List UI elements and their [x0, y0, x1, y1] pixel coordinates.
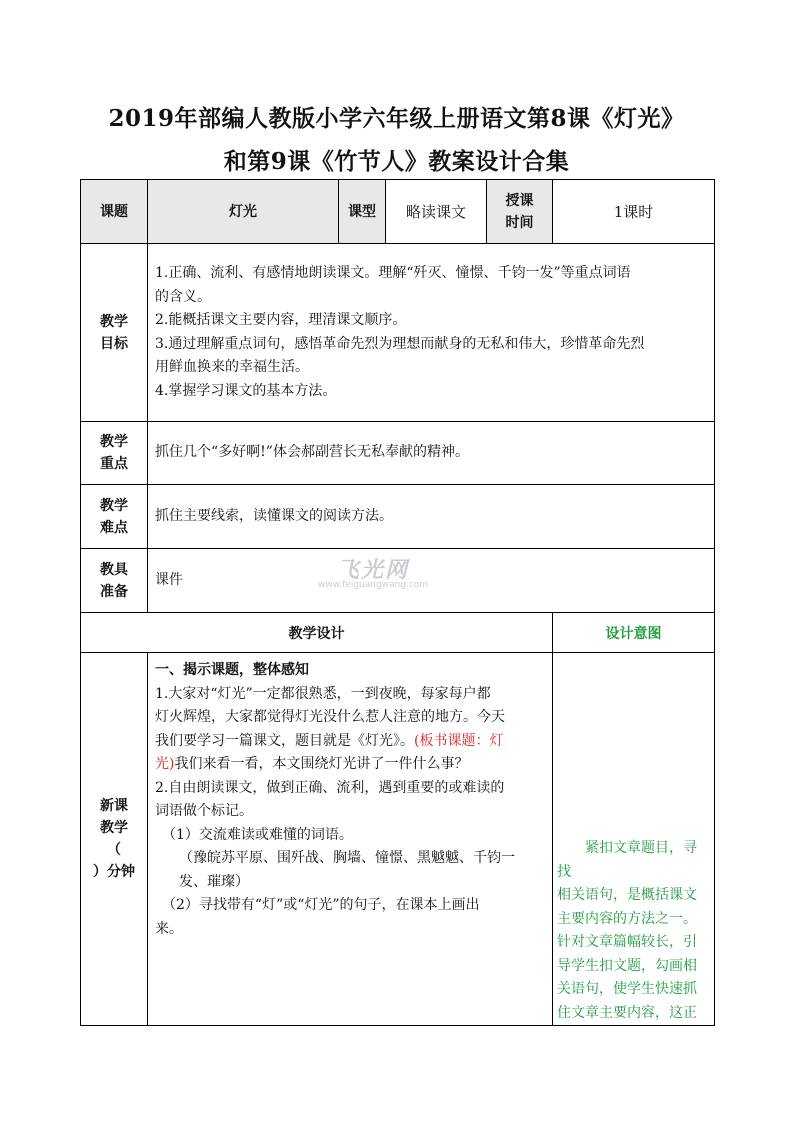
- header-row: [81, 180, 715, 244]
- watermark-text: 飞光网: [337, 557, 410, 583]
- difficulty-content: [148, 485, 715, 549]
- watermark-url: www.feiguangwang.com: [318, 580, 429, 590]
- materials-content: [148, 549, 715, 613]
- keypoint-row: [81, 422, 715, 485]
- topic-value: 灯光: [229, 203, 257, 220]
- intent-line: 住文章主要内容，这正: [557, 1004, 697, 1021]
- paragraph-line: 我们要学习一篇课文，题目就是《灯光》。: [155, 732, 414, 749]
- time-label-line1: 授课: [505, 192, 534, 209]
- intent-content: [553, 653, 715, 1026]
- type-label: 课型: [348, 203, 376, 220]
- watermark-logo: [318, 553, 428, 590]
- objective-line: 用鲜血换来的幸福生活。: [155, 359, 309, 375]
- paragraph-line: 词语做个标记。: [155, 803, 253, 819]
- type-value: 略读课文: [405, 203, 466, 221]
- paragraph-line: 灯火辉煌，大家都觉得灯光没什么惹人注意的地方。今天: [155, 709, 505, 725]
- difficulty-text: 抓住主要线索，读懂课文的阅读方法。: [155, 507, 393, 524]
- paragraph-line: （1）交流难读或难懂的词语。: [162, 826, 353, 843]
- topic-value-cell: [148, 180, 339, 244]
- paragraph-line: 2.自由朗读课文，做到正确、流利，遇到重要的或难读的: [155, 779, 505, 796]
- keypoint-text: 抓住几个“多好啊!”体会郝副营长无私奉献的精神。: [155, 444, 469, 461]
- paragraph-line: （2）寻找带有“灯”或“灯光”的句子，在课本上画出: [162, 897, 480, 913]
- keypoint-label-cell: [81, 422, 148, 485]
- paragraph-line: （豫皖苏平原、围歼战、胸墙、憧憬、黑魆魆、千钧一: [179, 850, 515, 866]
- new-lesson-label-cell: [81, 653, 148, 1026]
- document-title-line2: 和第9课《竹节人》教案设计合集: [223, 148, 570, 175]
- difficulty-label-line2: 难点: [100, 519, 128, 536]
- intent-heading-cell: [553, 613, 715, 653]
- difficulty-label-cell: [81, 485, 148, 549]
- difficulty-row: [81, 485, 715, 549]
- difficulty-label-line1: 教学: [100, 497, 128, 514]
- new-lesson-label-line4: ）分钟: [93, 864, 135, 880]
- materials-label-cell: [81, 549, 148, 613]
- time-value: 1课时: [613, 203, 654, 221]
- objectives-content: [148, 244, 715, 422]
- objective-line: 3.通过理解重点词句，感悟革命先烈为理想而献身的无私和伟大，珍惜革命先烈: [155, 335, 645, 352]
- topic-label: 课题: [100, 203, 128, 220]
- new-lesson-label-line2: 教学: [100, 820, 128, 836]
- design-heading-cell: [81, 613, 553, 653]
- keypoint-content: [148, 422, 715, 485]
- objective-line: 4.掌握学习课文的基本方法。: [155, 382, 337, 399]
- time-value-cell: [553, 180, 715, 244]
- type-label-cell: [339, 180, 386, 244]
- intent-line: 主要内容的方法之一。: [557, 910, 697, 927]
- intent-line: 导学生扣文题，勾画相: [557, 957, 697, 974]
- objectives-row: [81, 244, 715, 422]
- intent-line: 针对文章篇幅较长，引: [557, 934, 697, 950]
- lesson-plan-table: [80, 179, 715, 1026]
- objectives-label-line1: 教学: [100, 313, 128, 330]
- design-heading: 教学设计: [288, 625, 345, 642]
- keypoint-label-line2: 重点: [100, 456, 128, 472]
- paragraph-line: 来。: [155, 920, 183, 937]
- time-label-line2: 时间: [505, 214, 534, 231]
- paragraph-line: 我们来看一看，本文围绕灯光讲了一件什么事？: [174, 756, 469, 772]
- paragraph-line: 发、璀璨）: [179, 873, 249, 890]
- topic-label-cell: [81, 180, 148, 244]
- new-lesson-content: [148, 653, 553, 1026]
- objectives-label-cell: [81, 244, 148, 422]
- objectives-label-line2: 目标: [100, 335, 128, 352]
- keypoint-label-line1: 教学: [100, 434, 128, 450]
- materials-text: 课件: [155, 571, 183, 588]
- materials-label-line2: 准备: [100, 583, 128, 600]
- materials-label-line1: 教具: [100, 561, 128, 578]
- objective-line: 2.能概括课文主要内容，理清课文顺序。: [155, 312, 407, 328]
- intent-line: 关语句，使学生快速抓: [557, 981, 697, 997]
- objective-line: 的含义。: [155, 288, 211, 305]
- new-lesson-label-line3: （: [107, 842, 121, 858]
- time-label-cell: [487, 180, 553, 244]
- new-lesson-row: [81, 653, 715, 1026]
- new-lesson-label-line1: 新课: [100, 798, 128, 814]
- intent-line: 相关语句，是概括课文: [557, 887, 697, 903]
- blackboard-note: (板书课题：灯: [414, 732, 504, 749]
- section-title: 一、揭示课题，整体感知: [155, 662, 309, 678]
- blackboard-note: 光): [155, 756, 175, 772]
- type-value-cell: [386, 180, 487, 244]
- intent-line: 紧扣文章题目，寻找: [557, 840, 697, 880]
- paragraph-line: 1.大家对“灯光”一定都很熟悉，一到夜晚，每家每户都: [155, 685, 491, 702]
- design-heading-row: [81, 613, 715, 653]
- document-title-line1: 2019年部编人教版小学六年级上册语文第8课《灯光》: [108, 105, 685, 132]
- objective-line: 1.正确、流利、有感情地朗读课文。理解“歼灭、憧憬、千钧一发”等重点词语: [155, 265, 631, 281]
- intent-heading: 设计意图: [605, 625, 662, 642]
